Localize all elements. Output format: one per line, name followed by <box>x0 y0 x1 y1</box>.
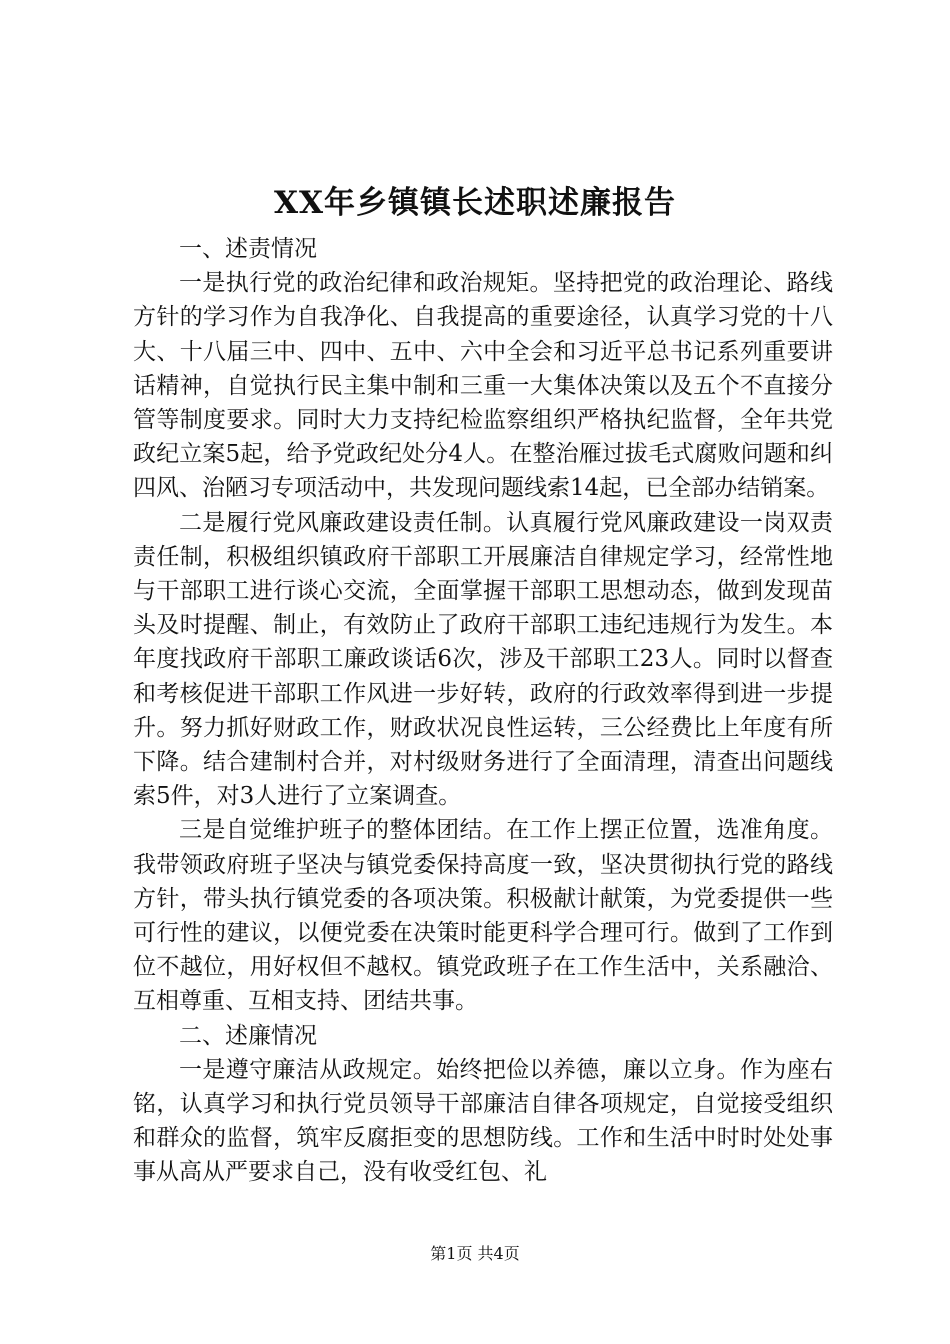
paragraph-responsibility-system: 二是履行党风廉政建设责任制。认真履行党风廉政建设一岗双责责任制，积极组织镇政府干部职工开展廉洁自律规定学习，经常性地与干部职工进行谈心交流，全面掌握干部职工思想动态，做到发现苗头及时提醒、制止，有效防止了政府干部职工违纪违规行为发生。本年度找政府干部职工廉政谈话6次，涉及干部职工23人。同时以督查和考核促进干部职工作风进一步好转，政府的行政效率得到进一步提升。努力抓好财政工作，财政状况良性运转，三公经费比上年度有所下降。结合建制村合并，对村级财务进行了全面清理，清查出问题线索5件，对3人进行了立案调查。 <box>133 509 833 810</box>
page-footer: 第1页 共4页 <box>430 1244 520 1263</box>
document-title: XX年乡镇镇长述职述廉报告 <box>273 185 677 221</box>
paragraph-political-discipline: 一是执行党的政治纪律和政治规矩。坚持把党的政治理论、路线方针的学习作为自我净化、自我提高的重要途径，认真学习党的十八大、十八届三中、四中、五中、六中全会和习近平总书记系列重要讲话精神，自觉执行民主集中制和三重一大集体决策以及五个不直接分管等制度要求。同时大力支持纪检监察组织严格执纪监督，全年共党政纪立案5起，给予党政纪处分4人。在整治雁过拔毛式腐败问题和纠四风、治陋习专项活动中，共发现问题线索14起，已全部办结销案。 <box>133 270 833 502</box>
document-body <box>133 232 833 1190</box>
paragraph-integrity-rules: 一是遵守廉洁从政规定。始终把俭以养德，廉以立身。作为座右铭，认真学习和执行党员领导干部廉洁自律各项规定，自觉接受组织和群众的监督，筑牢反腐拒变的思想防线。工作和生活中时时处处事事从高从严要求自己，没有收受红包、礼 <box>133 1056 833 1186</box>
section-heading-duties: 一、述责情况 <box>179 236 317 262</box>
section-heading-integrity: 二、述廉情况 <box>179 1022 317 1049</box>
paragraph-team-unity: 三是自觉维护班子的整体团结。在工作上摆正位置，选准角度。我带领政府班子坚决与镇党委保持高度一致，坚决贯彻执行党的路线方针，带头执行镇党委的各项决策。积极献计献策，为党委提供一些可行性的建议，以便党委在决策时能更科学合理可行。做到了工作到位不越位，用好权但不越权。镇党政班子在工作生活中，关系融洽、互相尊重、互相支持、团结共事。 <box>133 817 833 1015</box>
